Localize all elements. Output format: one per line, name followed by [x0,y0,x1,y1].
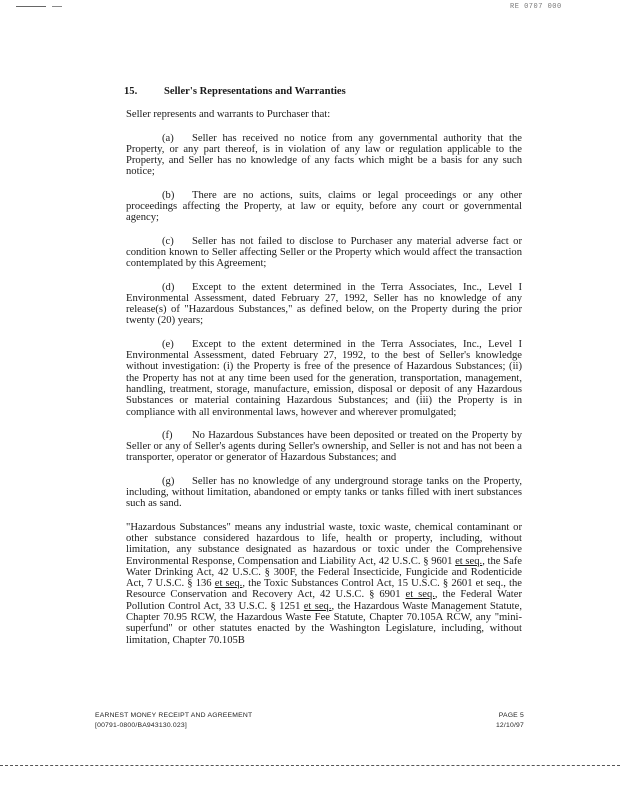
clause-d [126,282,522,327]
document-body [126,86,522,646]
scan-mark [16,6,46,7]
footer-left [95,711,252,731]
clause-c [126,236,522,270]
section-intro: Seller represents and warrants to Purchaser that: [126,109,331,121]
footer-document-id: [00791-0800/BA943130.023] [95,722,187,729]
clause-e [126,339,522,418]
definition-text: , the Hazardous Waste Management Statute, Chapter 70.95 RCW, the Hazardous Waste Fee Statute, Chapter 70.105A RCW, any "mini-superfund" or other statutes enacted by the Washington Legislature, including, without limitation, Chapter 70.105B [126,600,522,646]
scan-edge-line [0,765,620,766]
clause-g [126,476,522,510]
clause-b [126,190,522,224]
clause-text: Seller has no knowledge of any underground storage tanks on the Property, including, without limitation, abandoned or empty tanks or tanks filled with inert substances such as sand. [126,475,522,510]
definition-text: "Hazardous Substances" means any industrial waste, toxic waste, chemical contaminant or other substance considered hazardous to life, health or property, including, without limitation, any substance designated as hazardous or toxic under the Comprehensive Environmental Response, Compensation and Liability Act, 42 U.S.C. § 9601 [126,521,522,567]
section-heading [124,86,522,97]
clause-letter: (a) [162,132,174,144]
definition-text: , the Safe Water Drinking Act, 42 U.S.C. § 300F, the Federal Insecticide, Fungicide and Rodenticide Act, 7 U.S.C. § 136 [126,555,522,590]
clause-text: Except to the extent determined in the Terra Associates, Inc., Level I Environmental Assessment, dated February 27, 1992, Seller has no knowledge of any release(s) of "Hazardous Substances," as defined below, on the Property during the prior twenty (20) years; [126,281,522,327]
et-seq-underlined: et seq. [214,578,243,590]
et-seq-underlined: et seq. [455,555,483,567]
clause-letter: (c) [162,235,174,247]
clause-letter: (e) [162,338,174,350]
clause-text: Seller has not failed to disclose to Purchaser any material adverse fact or condition known to Seller affecting Seller or the Property which would affect the transaction contemplated by this Agreement; [126,235,522,270]
clause-f [126,430,522,464]
definition-text: , the Toxic Substances Control Act, 15 U.S.C. § 2601 et seq., the Resource Conservation and Recovery Act, 42 U.S.C. § 6901 [126,578,522,601]
et-seq-underlined: et seq. [303,600,332,612]
clause-letter: (g) [162,475,175,487]
clause-a [126,133,522,178]
et-seq-underlined: et seq. [405,589,435,601]
section-number: 15. [124,86,138,97]
footer-page-number: PAGE 5 [498,712,524,719]
section-title: Seller's Representations and Warranties [164,86,346,97]
footer-date: 12/10/97 [495,722,524,729]
definition-text: , the Federal Water Pollution Control Act, 33 U.S.C. § 1251 [126,589,522,612]
clause-letter: (f) [162,429,173,441]
scan-mark [52,6,62,7]
clause-text: There are no actions, suits, claims or legal proceedings or any other proceedings affecting the Property, at law or equity, before any court or governmental agency; [126,189,522,224]
bates-stamp: RE 0707 000 [510,3,562,11]
footer-right [474,711,524,731]
clause-text: Seller has received no notice from any governmental authority that the Property, or any part thereof, is in violation of any law or regulation applicable to the Property, and Seller has no knowledge of any facts which might be a basis for any such notice; [126,132,522,178]
clause-text: No Hazardous Substances have been deposited or treated on the Property by Seller or any of Seller's agents during Seller's ownership, and Seller is not and has not been a transporter, operator or generator of Hazardous Substances; and [126,429,522,464]
clause-text: Except to the extent determined in the Terra Associates, Inc., Level I Environmental Assessment, dated February 27, 1992, to the best of Seller's knowledge without investigation: (i) the Property is free of the presence of Hazardous Substances; (ii) the Property has not at any time been used for the generation, transportation, management, handling, treatment, storage, manufacture, emission, disposal or deposit of any Hazardous Substances or material containing Hazardous Substances; and (iii) the Property is in compliance with all environmental laws, however and wherever promulgated; [126,338,522,418]
clause-letter: (b) [162,189,175,201]
clause-letter: (d) [162,281,175,293]
footer-document-title: EARNEST MONEY RECEIPT AND AGREEMENT [95,712,253,719]
hazardous-substances-definition [126,522,522,646]
